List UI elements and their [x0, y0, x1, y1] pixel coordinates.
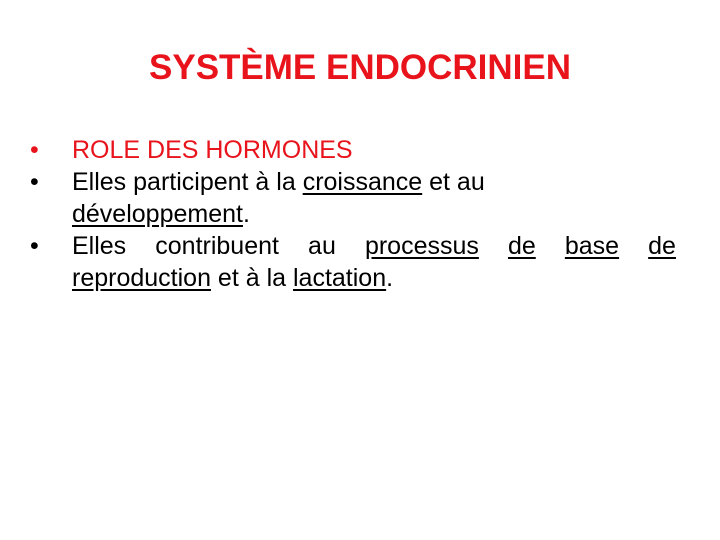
underlined-term-base: base — [564, 232, 620, 260]
text-segment: Elles — [72, 232, 127, 260]
underlined-term-croissance: croissance — [302, 168, 423, 196]
bullet-item-reproduction — [30, 230, 676, 294]
text-segment: contribuent — [155, 232, 279, 260]
underlined-term-lactation: lactation — [292, 264, 387, 292]
underlined-term-de: de — [648, 232, 676, 260]
text-segment: . — [386, 264, 394, 292]
text-segment: Elles participent à la — [72, 168, 303, 196]
bullet-dot-icon: • — [30, 232, 39, 260]
bullet-text-line-1 — [72, 230, 676, 262]
underlined-term-reproduction: reproduction — [72, 264, 211, 292]
text-segment: . — [242, 200, 250, 228]
underlined-term-developpement: développement — [72, 200, 243, 228]
bullet-dot-icon: • — [30, 168, 39, 196]
bullet-item-croissance — [30, 166, 676, 230]
bullet-list — [30, 134, 676, 294]
text-segment: et au — [422, 168, 485, 196]
bullet-dot-icon: • — [30, 136, 39, 164]
bullet-item-role-des-hormones — [30, 134, 676, 166]
bullet-text-line-2 — [72, 264, 393, 292]
text-segment: et à la — [210, 264, 293, 292]
underlined-term-de: de — [507, 232, 536, 260]
underlined-term-processus: processus — [364, 232, 479, 260]
slide-title: SYSTÈME ENDOCRINIEN — [149, 48, 571, 87]
bullet-heading: ROLE DES HORMONES — [72, 136, 353, 164]
bullet-text-line-1 — [72, 168, 485, 196]
bullet-text-line-2 — [72, 200, 250, 228]
text-segment: au — [308, 232, 336, 260]
